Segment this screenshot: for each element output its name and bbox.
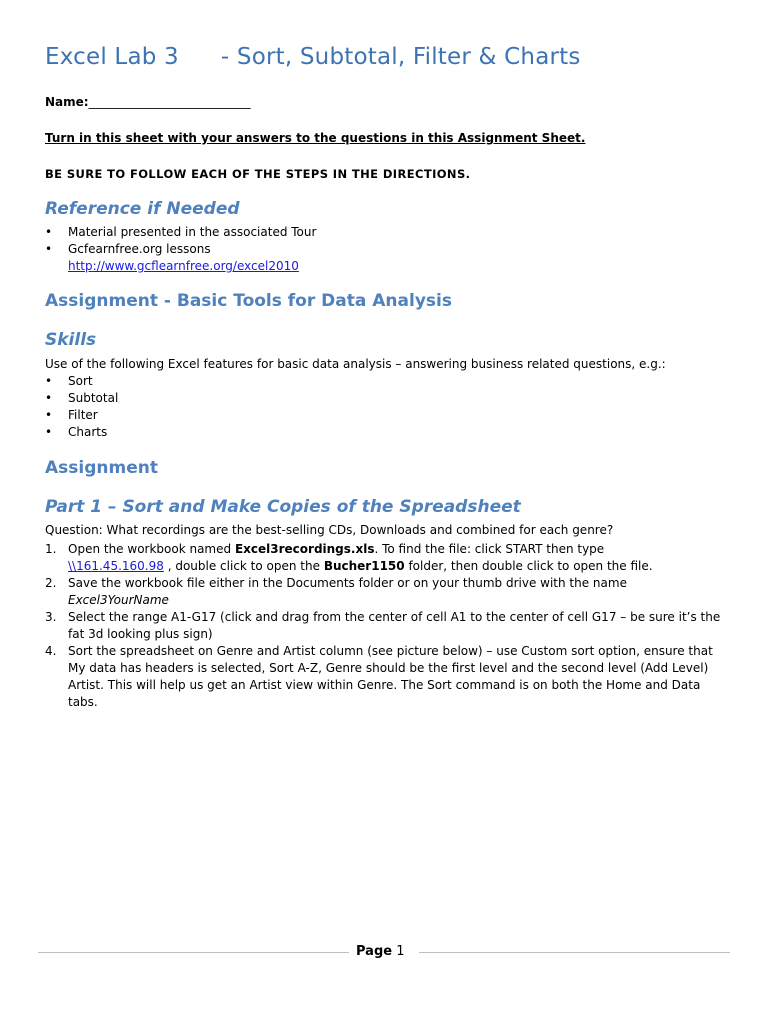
footer-rule-left (38, 952, 349, 953)
assignment-heading: Assignment (45, 458, 158, 478)
page-label: Page (356, 944, 393, 959)
save-file-name: Excel3YourName (68, 593, 169, 607)
skills-list (45, 373, 118, 441)
list-item: • Sort (45, 374, 93, 388)
page-number-value: 1 (396, 944, 405, 959)
part1-question: Question: What recordings are the best-selling CDs, Downloads and combined for each genre? (45, 523, 614, 537)
step-number: 4. (45, 644, 57, 658)
be-sure-instruction: BE SURE TO FOLLOW EACH OF THE STEPS IN THE DIRECTIONS. (45, 167, 471, 181)
part1-steps (45, 541, 725, 711)
document-title (45, 44, 581, 70)
reference-heading: Reference if Needed (45, 199, 240, 219)
list-item: • Subtotal (45, 391, 119, 405)
list-item: • Filter (45, 408, 98, 422)
list-item: 1. Open the workbook named Excel3recordings.xls. To find the file: click START then type \\161.45.160.98 , double click to open the Bucher1150 folder, then double click to open the file. (45, 542, 653, 573)
bullet-icon: • (45, 374, 53, 388)
part1-heading: Part 1 – Sort and Make Copies of the Spreadsheet (45, 497, 521, 517)
list-item: • Material presented in the associated Tour (45, 225, 317, 239)
reference-list (45, 224, 316, 275)
bullet-icon: • (45, 425, 53, 439)
server-path-link[interactable]: \\161.45.160.98 (68, 559, 164, 573)
skills-intro: Use of the following Excel features for basic data analysis – answering business related questions, e.g.: (45, 357, 666, 371)
bullet-icon: • (45, 225, 53, 239)
name-label: Name: (45, 95, 89, 109)
step-number: 1. (45, 542, 57, 556)
step-number: 3. (45, 610, 57, 624)
gcflearnfree-link[interactable]: http://www.gcflearnfree.org/excel2010 (68, 259, 299, 273)
bullet-icon: • (45, 391, 53, 405)
title-lab: Excel Lab 3 (45, 44, 179, 70)
name-line (45, 95, 251, 109)
name-blank: ___________________________ (88, 95, 251, 109)
assignment-basic-heading: Assignment - Basic Tools for Data Analysis (45, 291, 452, 311)
list-item: 4. Sort the spreadsheet on Genre and Artist column (see picture below) – use Custom sort option, ensure that My data has headers is selected, Sort A-Z, Genre should be the first level and the second level (Add Level) Artist. This will help us get an Artist view within Genre. The Sort command is on both the Home and Data tabs. (45, 644, 713, 709)
list-item: • Gcfearnfree.org lessons http://www.gcflearnfree.org/excel2010 (45, 242, 299, 273)
workbook-filename: Excel3recordings.xls (234, 542, 375, 556)
footer-rule-right (419, 952, 730, 953)
step-number: 2. (45, 576, 57, 590)
skills-heading: Skills (45, 330, 97, 350)
list-item: 3. Select the range A1-G17 (click and drag from the center of cell A1 to the center of cell G17 – be sure it’s the fat 3d looking plus sign) (45, 610, 721, 641)
list-item: 2. Save the workbook file either in the Documents folder or on your thumb drive with the name Excel3YourName (45, 576, 627, 607)
list-item: • Charts (45, 425, 108, 439)
folder-name: Bucher1150 (323, 559, 405, 573)
title-topics: - Sort, Subtotal, Filter & Charts (220, 44, 581, 70)
turn-in-instruction: Turn in this sheet with your answers to the questions in this Assignment Sheet. (45, 131, 586, 145)
bullet-icon: • (45, 408, 53, 422)
page-number (356, 944, 405, 959)
bullet-icon: • (45, 242, 53, 256)
